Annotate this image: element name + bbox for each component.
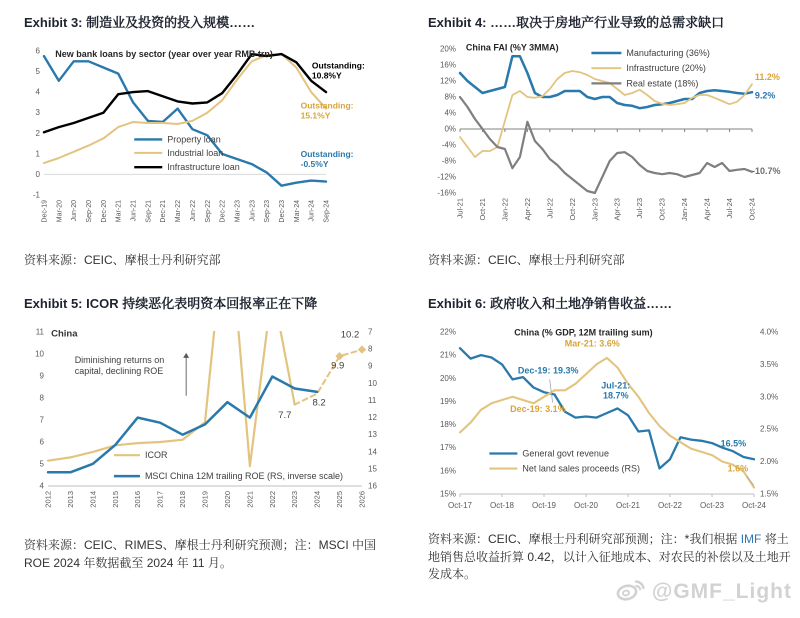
svg-text:Oct-24: Oct-24 [741,501,767,511]
svg-text:Jul-22: Jul-22 [545,198,555,219]
svg-text:Oct-23: Oct-23 [657,198,667,221]
svg-text:2024: 2024 [312,491,322,509]
svg-text:Jul-23: Jul-23 [635,198,645,219]
svg-text:-0.5%Y: -0.5%Y [300,158,329,169]
svg-text:-1: -1 [32,190,40,200]
svg-text:11.2%: 11.2% [754,71,780,82]
svg-text:15%: 15% [439,489,456,499]
exhibit6-title: Exhibit 6: 政府收入和土地净销售收益…… [428,296,673,312]
exhibit6-source: 资料来源：CEIC、摩根士丹利研究部预测；注：*我们根据 IMF 将土地销售总收益折算 0.42，以计入征地成本、对农民的补偿以及土地开发成本。 [428,532,791,582]
svg-text:Mar-22: Mar-22 [175,200,183,223]
svg-text:6: 6 [35,46,40,56]
svg-text:2021: 2021 [245,491,255,509]
svg-text:1.5%: 1.5% [760,489,779,499]
svg-text:New bank loans by sector (year: New bank loans by sector (year over year RMB trn) [55,48,273,59]
svg-text:-10.7%: -10.7% [752,165,781,176]
svg-text:7: 7 [39,415,44,425]
exhibit4-chart [428,43,796,246]
svg-text:8: 8 [39,393,44,403]
svg-text:20%: 20% [439,374,456,384]
svg-text:Oct-21: Oct-21 [477,198,487,221]
svg-text:Jun-20: Jun-20 [71,200,79,222]
svg-text:2014: 2014 [88,491,98,509]
svg-text:Oct-22: Oct-22 [657,501,683,511]
svg-text:2015: 2015 [110,491,120,509]
watermark [616,575,792,608]
svg-text:8%: 8% [444,92,456,102]
svg-text:Mar-21: Mar-21 [115,200,123,223]
svg-text:Sep-22: Sep-22 [204,200,212,223]
svg-text:20%: 20% [439,44,456,54]
exhibit4-panel [428,14,796,269]
svg-text:2.5%: 2.5% [760,425,779,435]
svg-text:6: 6 [39,437,44,447]
svg-text:2020: 2020 [222,491,232,509]
exhibit4-title: Exhibit 4: ……取决于房地产行业导致的总需求缺口 [428,15,725,30]
svg-text:7: 7 [368,327,373,337]
svg-text:9: 9 [39,371,44,381]
svg-text:2025: 2025 [335,491,345,509]
svg-text:Jul-24: Jul-24 [725,198,735,219]
svg-text:Dec-19: 3.1%: Dec-19: 3.1% [510,404,566,415]
svg-text:Mar-23: Mar-23 [234,200,242,223]
svg-text:21%: 21% [439,351,456,361]
svg-text:17%: 17% [439,443,456,453]
svg-text:2013: 2013 [65,491,75,509]
exhibit3-panel [24,14,392,269]
svg-text:2012: 2012 [43,491,53,509]
svg-text:10.8%Y: 10.8%Y [311,70,342,81]
svg-text:ICOR: ICOR [144,450,168,461]
svg-text:MSCI China 12M trailing ROE (R: MSCI China 12M trailing ROE (RS, inverse scale) [144,471,344,482]
svg-text:Infrastructure (20%): Infrastructure (20%) [626,63,706,74]
svg-text:2017: 2017 [155,491,165,509]
svg-text:5: 5 [39,459,44,469]
svg-text:16%: 16% [439,60,456,70]
svg-text:11: 11 [368,396,377,406]
svg-text:12: 12 [368,413,377,423]
weibo-icon [616,575,646,608]
svg-text:-12%: -12% [437,172,456,182]
svg-text:Jun-23: Jun-23 [249,200,257,222]
svg-text:2018: 2018 [178,491,188,509]
svg-text:16.5%: 16.5% [720,438,747,449]
svg-text:Sep-24: Sep-24 [323,200,331,223]
svg-text:Apr-24: Apr-24 [702,198,712,221]
svg-text:Dec-21: Dec-21 [160,200,168,223]
svg-text:7.7: 7.7 [278,410,292,422]
svg-text:-16%: -16% [437,188,456,198]
svg-text:1.6%: 1.6% [727,463,749,474]
svg-text:Jun-21: Jun-21 [130,200,138,222]
svg-text:4.0%: 4.0% [760,327,779,337]
svg-text:18%: 18% [439,420,456,430]
svg-text:Manufacturing (36%): Manufacturing (36%) [626,48,710,58]
exhibit3-title: Exhibit 3: 制造业及投资的投入规模…… [24,15,256,30]
svg-text:Oct-18: Oct-18 [489,501,515,511]
exhibit6-panel [428,295,796,583]
svg-text:3.0%: 3.0% [760,392,779,402]
svg-text:4%: 4% [444,108,456,118]
exhibit4-source: 资料来源：CEIC、摩根士丹利研究部 [428,253,625,267]
svg-text:Jan-23: Jan-23 [590,198,600,221]
svg-text:Sep-23: Sep-23 [264,200,272,223]
svg-text:Mar-20: Mar-20 [56,200,64,223]
svg-text:Sep-21: Sep-21 [145,200,153,223]
svg-text:China (% GDP, 12M trailing sum: China (% GDP, 12M trailing sum) [514,327,653,338]
svg-text:2022: 2022 [267,491,277,509]
exhibit5-title: Exhibit 5: ICOR 持续恶化表明资本回报率正在下降 [24,296,318,312]
svg-text:Jul-21: Jul-21 [455,198,465,219]
svg-text:5: 5 [35,67,40,77]
svg-text:Outstanding:: Outstanding: [300,148,354,159]
svg-text:Apr-22: Apr-22 [522,198,532,221]
svg-text:9.9: 9.9 [331,360,345,372]
svg-text:Outstanding:: Outstanding: [311,60,365,71]
watermark-handle: @GMF_Light [651,579,792,603]
svg-text:Dec-20: Dec-20 [100,200,108,223]
svg-text:0: 0 [35,169,40,179]
svg-text:2026: 2026 [357,491,367,509]
svg-text:China: China [51,328,78,340]
svg-text:Infrastructure loan: Infrastructure loan [167,162,240,173]
exhibit5-source: 资料来源：CEIC、RIMES、摩根士丹利研究预测；注：MSCI 中国 ROE 2024 年数据截至 2024 年 11 月。 [24,538,377,570]
exhibit5-chart [24,324,392,531]
svg-text:2023: 2023 [290,491,300,509]
svg-text:4: 4 [35,87,40,97]
svg-text:General govt revenue: General govt revenue [522,448,609,459]
svg-text:10.2: 10.2 [340,329,360,341]
svg-text:8: 8 [368,345,373,355]
svg-text:Oct-23: Oct-23 [699,501,725,511]
imf-link[interactable]: IMF [740,532,762,547]
svg-text:Oct-24: Oct-24 [747,198,757,221]
svg-text:Oct-19: Oct-19 [531,501,557,511]
exhibit6-chart [428,324,796,525]
svg-text:Net land sales proceeds (RS): Net land sales proceeds (RS) [522,463,640,474]
svg-text:4: 4 [39,481,44,491]
svg-text:15.1%Y: 15.1%Y [300,110,331,121]
svg-text:Diminishing returns on: Diminishing returns on [74,355,165,366]
svg-text:-8%: -8% [441,156,456,166]
svg-text:2016: 2016 [133,491,143,509]
svg-text:Dec-22: Dec-22 [219,200,227,223]
svg-text:22%: 22% [439,327,456,337]
svg-text:10: 10 [368,379,377,389]
svg-text:Dec-19: Dec-19 [41,200,49,223]
svg-text:-4%: -4% [441,140,456,150]
svg-text:Outstanding:: Outstanding: [300,100,354,111]
svg-text:Real estate (18%): Real estate (18%) [626,78,699,89]
svg-text:China FAI (%Y 3MMA): China FAI (%Y 3MMA) [465,43,559,53]
svg-text:8.2: 8.2 [312,398,326,410]
svg-text:Oct-17: Oct-17 [447,501,473,511]
svg-text:Oct-21: Oct-21 [615,501,641,511]
svg-text:Industrial loan: Industrial loan [167,147,224,158]
svg-text:Sep-20: Sep-20 [86,200,94,223]
svg-text:16: 16 [368,481,377,491]
svg-text:capital, declining ROE: capital, declining ROE [74,366,164,377]
svg-text:16%: 16% [439,466,456,476]
svg-text:Property loan: Property loan [167,134,221,145]
svg-text:2: 2 [35,128,40,138]
svg-text:Jun-22: Jun-22 [189,200,197,222]
svg-text:3.5%: 3.5% [760,360,779,370]
exhibit3-source: 资料来源：CEIC、摩根士丹利研究部 [24,253,221,267]
exhibit5-panel [24,295,392,583]
svg-text:13: 13 [368,430,377,440]
svg-text:Oct-22: Oct-22 [567,198,577,221]
svg-text:1: 1 [35,149,40,159]
svg-text:Mar-24: Mar-24 [293,200,301,223]
svg-text:11: 11 [35,327,44,337]
svg-text:10: 10 [35,349,44,359]
svg-text:18.7%: 18.7% [603,391,629,402]
svg-text:Dec-19: 19.3%: Dec-19: 19.3% [517,366,579,377]
svg-text:19%: 19% [439,397,456,407]
svg-text:Jun-24: Jun-24 [308,200,316,222]
svg-text:9: 9 [368,362,373,372]
svg-text:Mar-21: 3.6%: Mar-21: 3.6% [564,338,620,349]
svg-text:0%: 0% [444,124,456,134]
svg-text:2019: 2019 [200,491,210,509]
svg-text:Jan-22: Jan-22 [500,198,510,221]
svg-text:9.2%: 9.2% [754,90,776,101]
svg-text:Jul-21:: Jul-21: [601,381,631,392]
svg-text:14: 14 [368,447,377,457]
svg-text:15: 15 [368,464,377,474]
svg-text:2.0%: 2.0% [760,457,779,467]
svg-text:Dec-23: Dec-23 [278,200,286,223]
svg-text:Jan-24: Jan-24 [680,198,690,221]
svg-text:3: 3 [35,108,40,118]
svg-text:Apr-23: Apr-23 [612,198,622,221]
svg-text:12%: 12% [439,76,456,86]
exhibit3-chart [24,43,392,246]
svg-text:Oct-20: Oct-20 [573,501,599,511]
